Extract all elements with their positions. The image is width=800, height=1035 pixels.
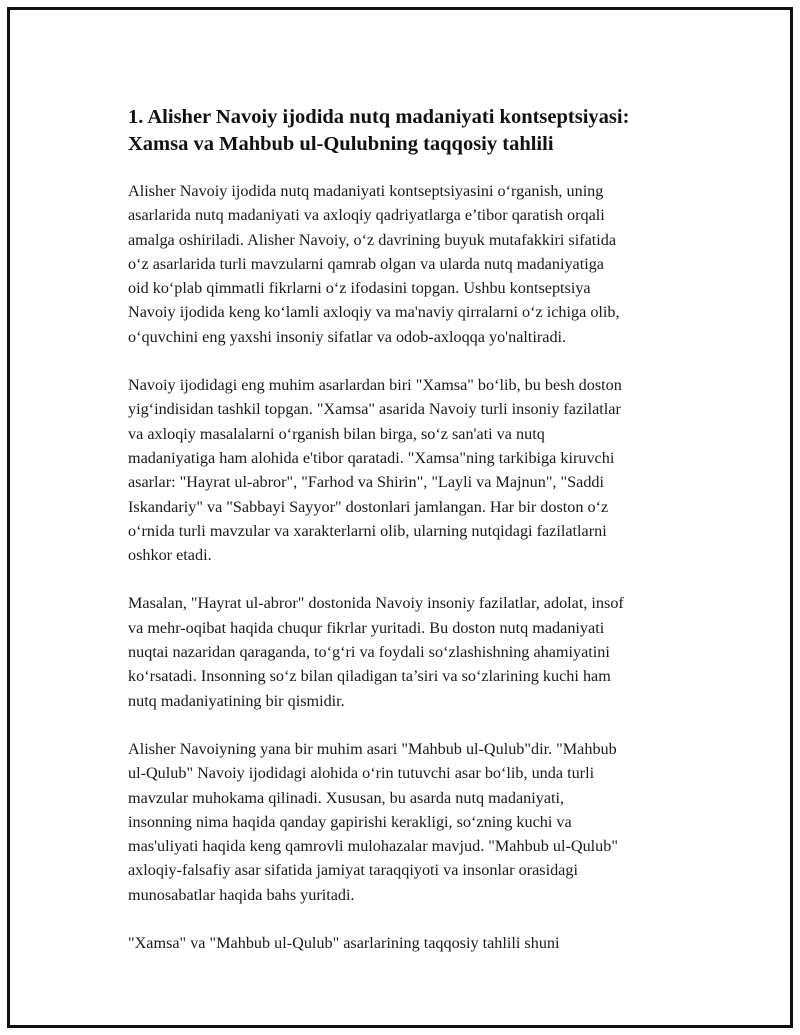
text-line: Alisher Navoiy ijodida nutq madaniyati kontseptsiyasini oʻrganish, uning: [128, 182, 604, 200]
text-line: axloqiy-falsafiy asar sifatida jamiyat taraqqiyoti va insonlar orasidagi: [128, 861, 578, 880]
text-line: oʻquvchini eng yaxshi insoniy sifatlar va odob-axloqqa yo'naltiradi.: [128, 327, 567, 346]
text-line: mas'uliyati haqida keng qamrovli mulohazalar mavjud. "Mahbub ul-Qulub": [128, 837, 618, 856]
document-body: [128, 104, 708, 979]
text-line: Iskandariy" va "Sabbayi Sayyor" dostonlari jamlangan. Har bir doston oʻz: [128, 497, 609, 516]
paragraph: [128, 591, 708, 712]
paragraph: [128, 373, 708, 567]
section-title-line: Xamsa va Mahbub ul-Qulubning taqqosiy tahlili: [128, 133, 554, 155]
text-line: "Xamsa" va "Mahbub ul-Qulub" asarlarining taqqosiy tahlili shuni: [128, 934, 560, 953]
paragraph: [128, 179, 708, 349]
text-line: madaniyatiga ham alohida e'tibor qaratadi. "Xamsa"ning tarkibiga kiruvchi: [128, 448, 615, 467]
text-line: ul-Qulub" Navoiy ijodidagi alohida oʻrin tutuvchi asar boʻlib, unda turli: [128, 764, 595, 783]
text-line: asarlarida nutq madaniyati va axloqiy qadriyatlarga e’tibor qaratish orqali: [128, 206, 605, 225]
text-line: Alisher Navoiyning yana bir muhim asari "Mahbub ul-Qulub"dir. "Mahbub: [128, 739, 617, 758]
text-line: va mehr-oqibat haqida chuqur fikrlar yuritadi. Bu doston nutq madaniyati: [128, 618, 605, 637]
section-title: [128, 104, 708, 158]
text-line: insonning nima haqida qanday gapirishi kerakligi, soʻzning kuchi va: [128, 812, 572, 831]
text-line: koʻrsatadi. Insonning soʻz bilan qiladigan ta’siri va soʻzlarining kuchi ham: [128, 667, 611, 686]
text-line: nutq madaniyatining bir qismidir.: [128, 691, 345, 710]
text-line: Navoiy ijodida keng koʻlamli axloqiy va ma'naviy qirralarni oʻz ichiga olib,: [128, 303, 620, 322]
text-line: oid koʻplab qimmatli fikrlarni oʻz ifodasini topgan. Ushbu kontseptsiya: [128, 279, 591, 298]
text-line: yigʻindisidan tashkil topgan. "Xamsa" asarida Navoiy turli insoniy fazilatlar: [128, 400, 621, 419]
text-line: nuqtai nazaridan qaraganda, toʻgʻri va foydali soʻzlashishning ahamiyatini: [128, 643, 610, 662]
paragraph: [128, 931, 708, 955]
text-line: oshkor etadi.: [128, 546, 212, 565]
text-line: oʻrnida turli mavzular va xarakterlarni olib, ularning nutqidagi fazilatlarni: [128, 521, 607, 540]
text-line: mavzular muhokama qilinadi. Xususan, bu asarda nutq madaniyati,: [128, 788, 565, 807]
page-frame: [7, 7, 793, 1028]
text-line: amalga oshiriladi. Alisher Navoiy, oʻz davrining buyuk mutafakkiri sifatida: [128, 230, 617, 249]
text-line: va axloqiy masalalarni oʻrganish bilan birga, soʻz san'ati va nutq: [128, 424, 545, 443]
text-line: Masalan, "Hayrat ul-abror" dostonida Navoiy insoniy fazilatlar, adolat, insof: [128, 594, 624, 613]
paragraph: [128, 737, 708, 907]
text-line: Navoiy ijodidagi eng muhim asarlardan biri "Xamsa" boʻlib, bu besh doston: [128, 376, 622, 395]
text-line: munosabatlar haqida bahs yuritadi.: [128, 885, 355, 904]
text-line: oʻz asarlarida turli mavzularni qamrab olgan va ularda nutq madaniyatiga: [128, 254, 604, 273]
text-line: asarlar: "Hayrat ul-abror", "Farhod va Shirin", "Layli va Majnun", "Saddi: [128, 473, 605, 492]
section-title-line: 1. Alisher Navoiy ijodida nutq madaniyati kontseptsiyasi:: [128, 106, 630, 128]
